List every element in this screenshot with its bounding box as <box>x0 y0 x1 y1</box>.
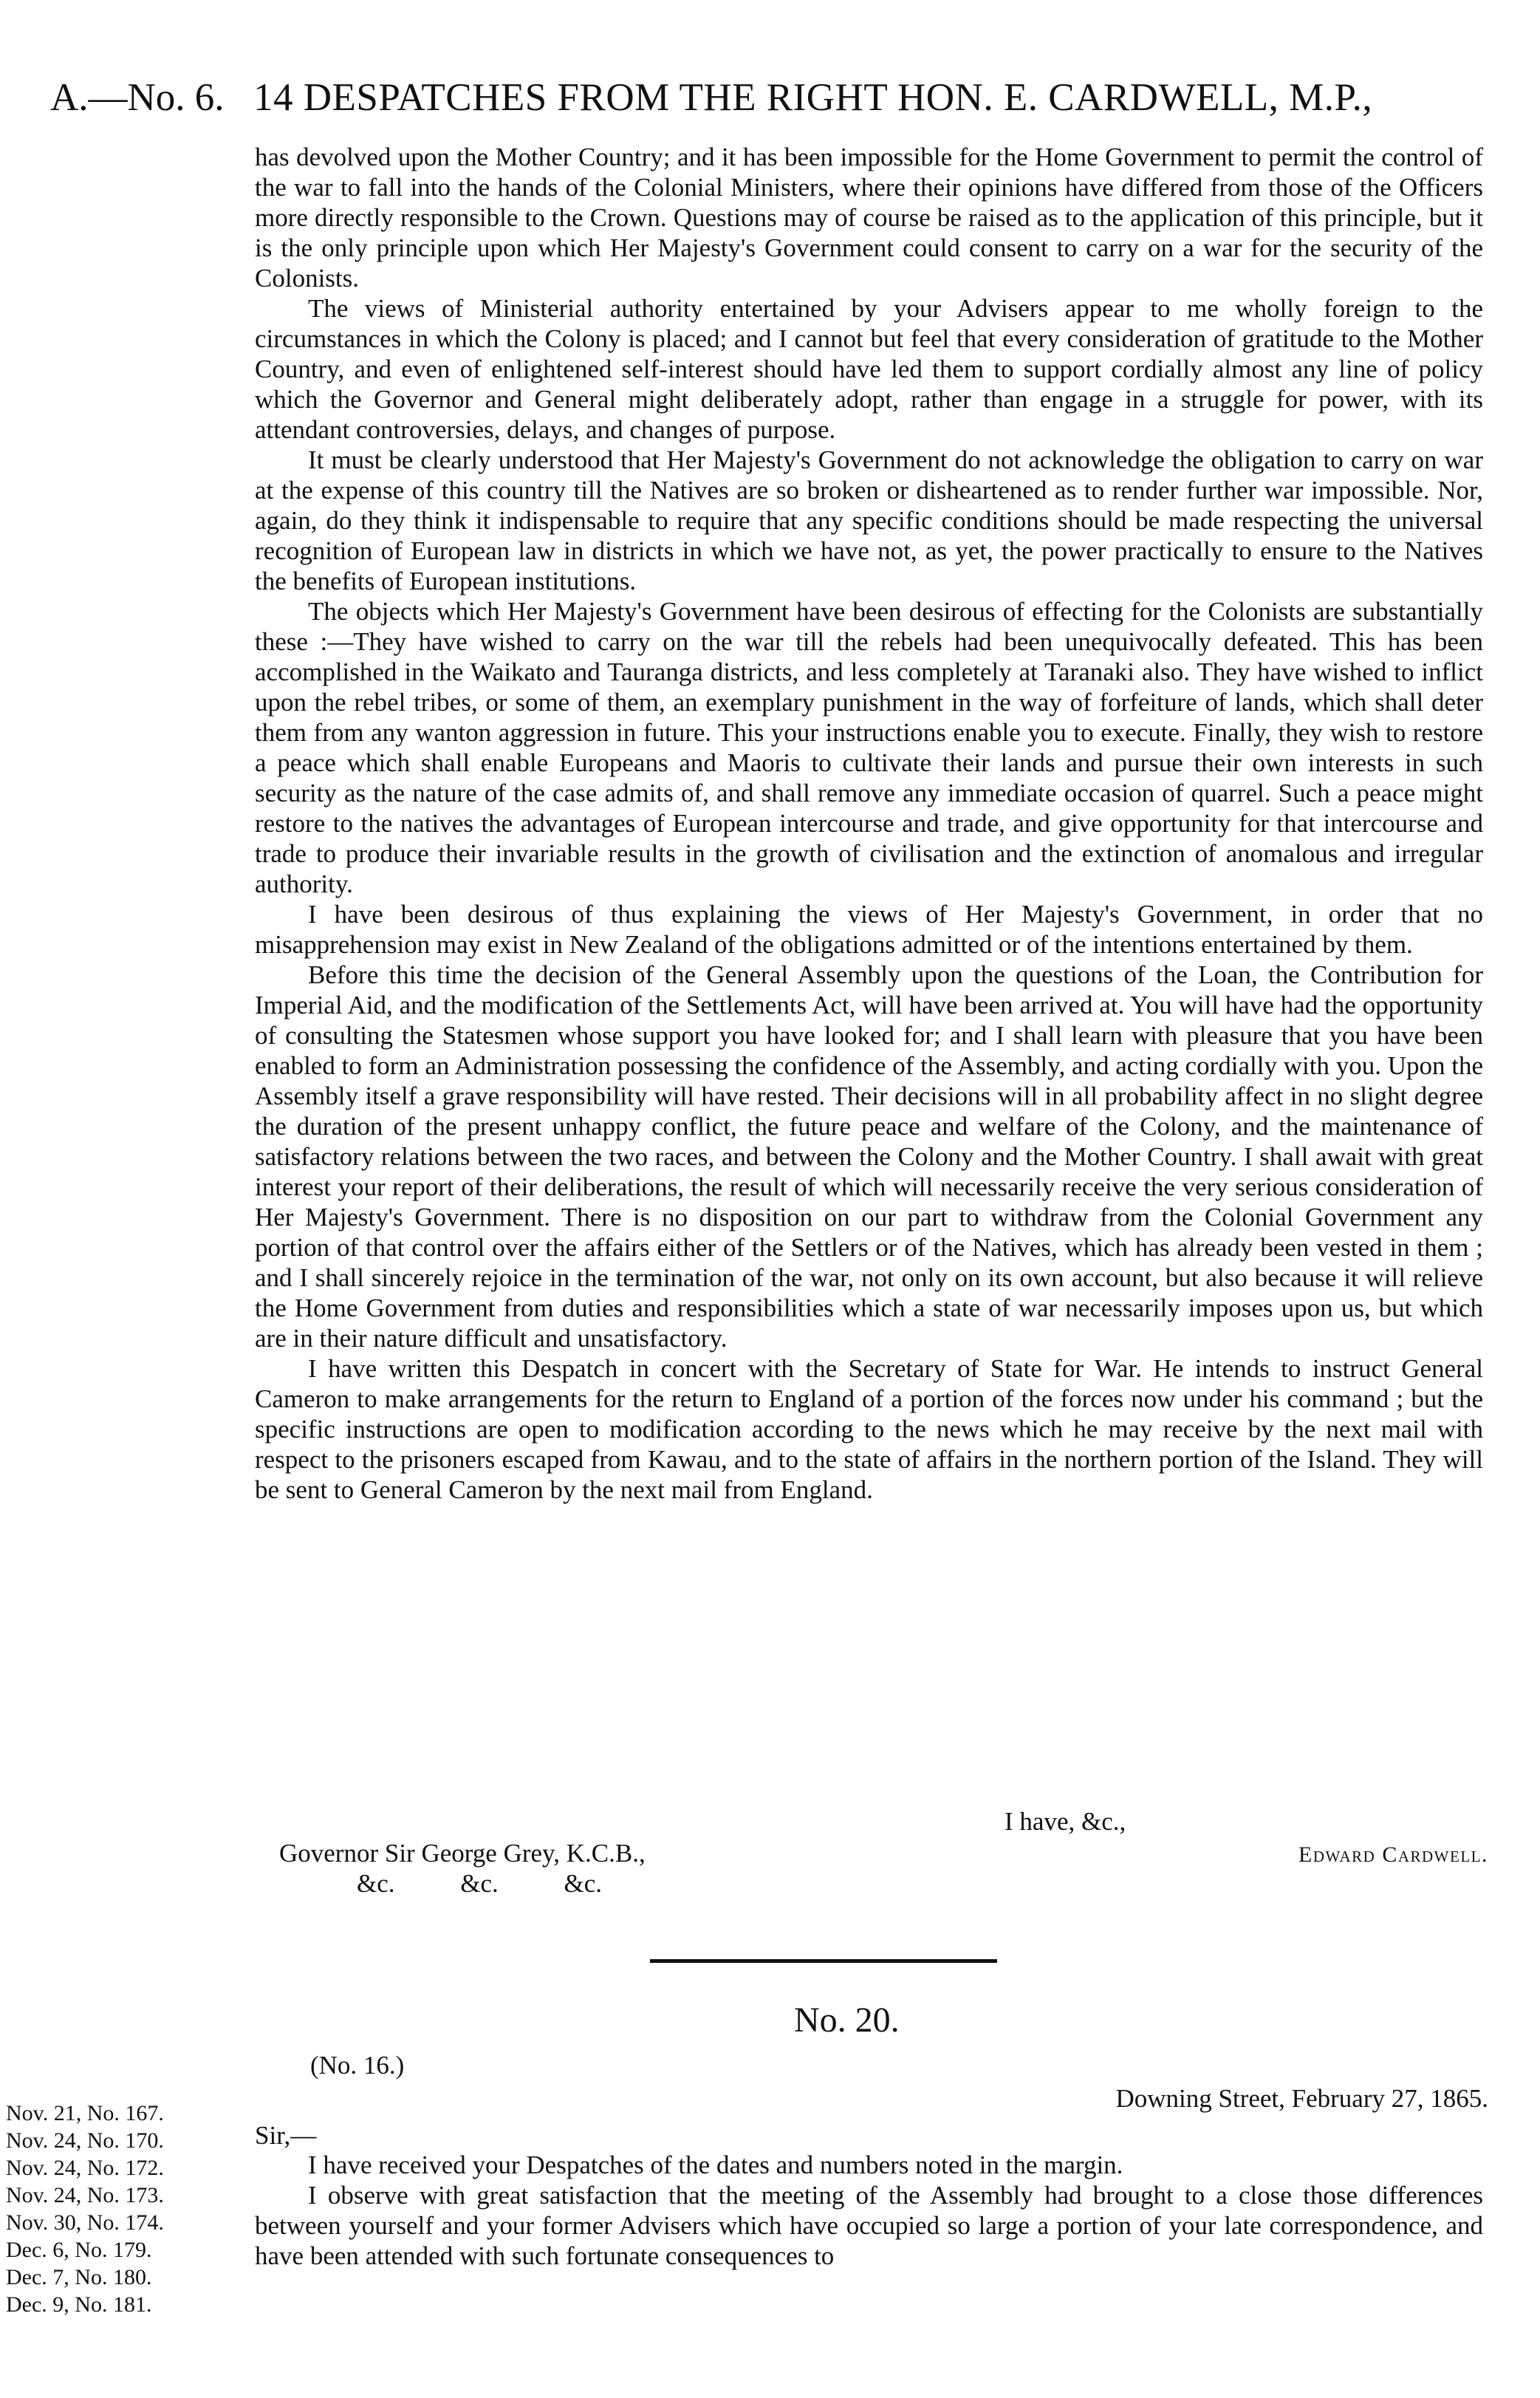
section-divider <box>650 1959 997 1963</box>
body-paragraph-1: has devolved upon the Mother Country; and it has been impossible for the Home Government to permit the control of the war to fall into the hands of the Colonial Ministers, where their opinions have differed from those of the Officers more directly responsible to the Crown. Questions may of course be raised as to the application of this principle, but it is the only principle upon which Her Majesty's Government could consent to carry on a war for the security of the Colonists. <box>255 143 1483 293</box>
body-paragraph-3: It must be clearly understood that Her Majesty's Government do not acknowledge the obligation to carry on war at the expense of this country till the Natives are so broken or disheartened as to render further war impossible. Nor, again, do they think it indispensable to require that any specific conditions should be made respecting the universal recognition of European law in districts in which we have not, as yet, the power practically to ensure to the Natives the benefits of European institutions. <box>255 445 1483 595</box>
body-paragraph-4: The objects which Her Majesty's Government have been desirous of effecting for the Colonists are substantially these :—They have wished to carry on the war till the rebels had been unequivocally defeated. This has been accomplished in the Waikato and Tauranga districts, and less completely at Taranaki also. They have wished to inflict upon the rebel tribes, or some of them, an exemplary punishment in the way of forfeiture of lands, which shall deter them from any wanton aggression in future. This your instructions enable you to execute. Finally, they wish to restore a peace which shall enable Europeans and Maoris to cultivate their lands and pursue their own interests in such security as the nature of the case admits of, and shall remove any immediate occasion of quarrel. Such a peace might restore to the natives the advantages of European intercourse and trade, and give opportunity for that intercourse and trade to produce their invariable results in the growth of civilisation and the extinction of anomalous and irregular authority. <box>255 597 1483 898</box>
page-header <box>50 74 1491 121</box>
margin-note: Nov. 30, No. 174. <box>6 2210 164 2235</box>
body-paragraph-6: Before this time the decision of the General Assembly upon the questions of the Loan, the Contribution for Imperial Aid, and the modification of the Settlements Act, will have been arrived at. You will have had the opportunity of consulting the Statesmen whose support you have looked for; and I shall learn with pleasure that you have been enabled to form an Administration possessing the confidence of the Assembly, and acting cordially with you. Upon the Assembly itself a grave responsibility will have rested. Their decisions will in all probability affect in no slight degree the duration of the present unhappy conflict, the future peace and welfare of the Colony, and the maintenance of satisfactory relations between the two races, and between the Colony and the Mother Country. I shall await with great interest your report of their deliberations, the result of which will necessarily receive the very serious consideration of Her Majesty's Government. There is no disposition on our part to withdraw from the Colonial Government any portion of that control over the affairs either of the Settlers or of the Natives, which has already been vested in them ; and I shall sincerely rejoice in the termination of the war, not only on its own account, but also because it will relieve the Home Government from duties and responsibilities which a state of war necessarily imposes upon us, but which are in their nature difficult and unsatisfactory. <box>255 960 1483 1353</box>
despatch-body <box>255 142 1483 1505</box>
margin-note: Nov. 21, No. 167. <box>6 2101 164 2125</box>
body-paragraph-2: The views of Ministerial authority entertained by your Advisers appear to me wholly foreign to the circumstances in which the Colony is placed; and I cannot but feel that every consideration of gratitude to the Mother Country, and even of enlightened self-interest should have led them to support cordially almost any line of policy which the Governor and General might deliberately adopt, rather than engage in a struggle for power, with its attendant controversies, delays, and changes of purpose. <box>255 294 1483 444</box>
margin-note: Dec. 7, No. 180. <box>6 2265 152 2289</box>
despatch-number: No. 20. <box>794 2001 900 2040</box>
despatch-subnumber: (No. 16.) <box>310 2051 405 2080</box>
margin-note: Nov. 24, No. 173. <box>6 2183 164 2207</box>
addressee-etc: &c. &c. &c. <box>357 1869 603 1898</box>
letter-paragraph-2: I observe with great satisfaction that the meeting of the Assembly had brought to a close those differences between yourself and your former Advisers which have occupied so large a portion of your late correspondence, and have been attended with such fortunate consequences to <box>255 2181 1483 2270</box>
margin-note: Nov. 24, No. 170. <box>6 2128 164 2153</box>
letter-paragraph-1: I have received your Despatches of the dates and numbers noted in the margin. <box>308 2151 1123 2179</box>
addressee <box>279 1838 646 1899</box>
page-title: 14 DESPATCHES FROM THE RIGHT HON. E. CARDWELL, M.P., <box>253 76 1373 119</box>
addressee-name: Governor Sir George Grey, K.C.B., <box>279 1839 646 1868</box>
margin-note: Dec. 9, No. 181. <box>6 2292 152 2317</box>
place-date: Downing Street, February 27, 1865. <box>1115 2084 1488 2113</box>
margin-notes <box>6 2100 242 2318</box>
signature: Edward Cardwell. <box>1298 1842 1488 1867</box>
body-paragraph-5: I have been desirous of thus explaining the views of Her Majesty's Government, in order that no misapprehension may exist in New Zealand of the obligations admitted or of the intentions entertained by them. <box>255 900 1483 959</box>
closing-formula: I have, &c., <box>1005 1807 1126 1836</box>
letter-body <box>255 2150 1483 2271</box>
margin-note: Nov. 24, No. 172. <box>6 2156 164 2180</box>
margin-note: Dec. 6, No. 179. <box>6 2238 152 2262</box>
body-paragraph-7: I have written this Despatch in concert with the Secretary of State for War. He intends to instruct General Cameron to make arrangements for the return to England of a portion of the forces now under his command ; but the specific instructions are open to modification according to the news which he may receive by the next mail with respect to the prisoners escaped from Kawau, and to the state of affairs in the northern portion of the Island. They will be sent to General Cameron by the next mail from England. <box>255 1354 1483 1504</box>
paper-reference: A.—No. 6. <box>50 76 225 119</box>
salutation: Sir,— <box>255 2121 317 2150</box>
